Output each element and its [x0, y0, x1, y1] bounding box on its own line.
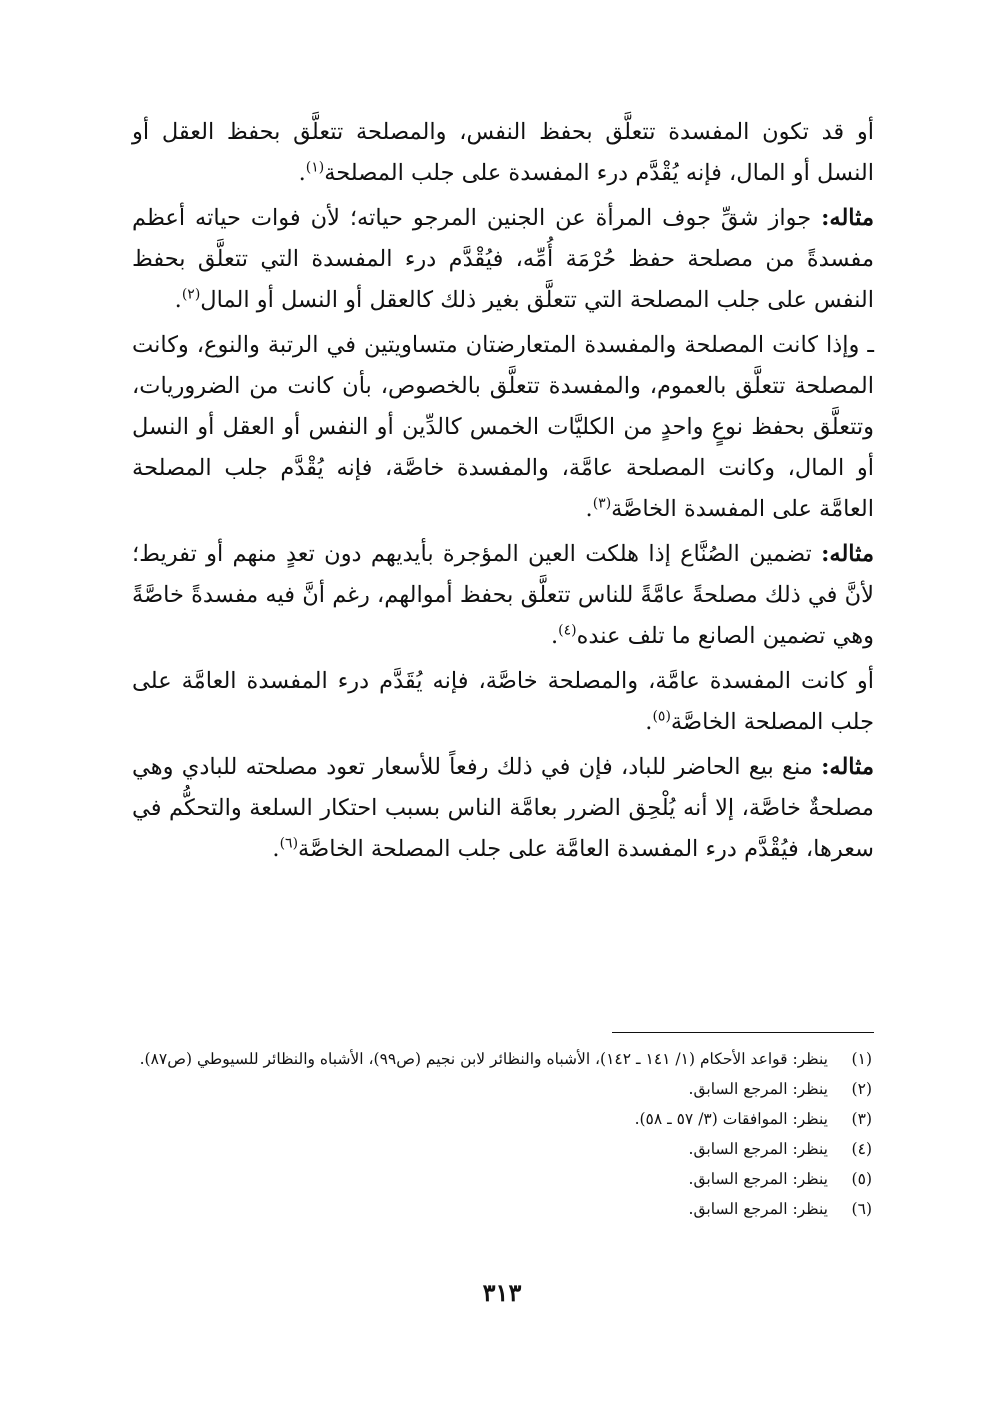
footnote-number: (٥) — [851, 1170, 872, 1188]
footnote-item — [132, 1044, 874, 1074]
paragraph-1 — [132, 112, 874, 194]
paragraph-text: تضمين الصُنَّاع إذا هلكت العين المؤجرة بأيديهم دون تعدٍ منهم أو تفريط؛ لأنَّ في ذلك مصلحةً عامَّةً للناس تتعلَّق بحفظ أموالهم، رغم أنَّ فيه مفسدةً خاصَّةً وهي تضمين الصانع ما تلف عنده — [132, 541, 874, 649]
paragraph-end: . — [550, 623, 559, 649]
footnote-text: ينظر: قواعد الأحكام (١/ ١٤١ ـ ١٤٢)، الأشباه والنظائر لابن نجيم (ص٩٩)، الأشباه والنظائر للسيوطي (ص٨٧). — [139, 1050, 828, 1068]
footnote-number: (٣) — [851, 1110, 872, 1128]
footnotes — [132, 1044, 874, 1224]
paragraph-end: . — [645, 709, 653, 735]
example-label: مثاله: — [821, 205, 874, 231]
footnote-item — [132, 1104, 874, 1134]
paragraph-end: . — [174, 287, 182, 313]
example-label: مثاله: — [821, 754, 874, 780]
paragraph-end: . — [298, 160, 306, 186]
footnote-text: ينظر: المرجع السابق. — [688, 1200, 828, 1218]
footnote-ref-1: (١) — [305, 159, 325, 176]
paragraph-text: جواز شقِّ جوف المرأة عن الجنين المرجو حياته؛ لأن فوات حياته أعظم مفسدةً من مصلحة حفظ حُرْمَة أُمِّه، فيُقْدَّم درء المفسدة التي تتعلَّق بحفظ النفس على جلب المصلحة التي تتعلَّق بغير ذلك كالعقل أو النسل أو المال — [132, 205, 874, 313]
footnote-ref-5: (٥) — [652, 708, 671, 725]
footnote-item — [132, 1134, 874, 1164]
footnote-ref-3: (٣) — [592, 495, 612, 512]
footnote-text: ينظر: المرجع السابق. — [688, 1140, 828, 1158]
paragraph-5 — [132, 661, 874, 743]
footnote-item — [132, 1074, 874, 1104]
page-number: ٣١٣ — [482, 1278, 522, 1307]
paragraph-3 — [132, 325, 874, 530]
footnote-number: (٦) — [851, 1200, 872, 1218]
paragraph-end: . — [272, 836, 280, 862]
paragraph-end: . — [585, 496, 593, 522]
page-body — [132, 112, 874, 874]
footnote-ref-6: (٦) — [279, 835, 299, 852]
footnote-item — [132, 1164, 874, 1194]
footnote-ref-2: (٢) — [181, 286, 201, 303]
footnote-text: ينظر: المرجع السابق. — [688, 1080, 828, 1098]
footnote-number: (١) — [851, 1050, 872, 1068]
paragraph-text: ـ وإذا كانت المصلحة والمفسدة المتعارضتان متساويتين في الرتبة والنوع، وكانت المصلحة تتعلَّق بالعموم، والمفسدة تتعلَّق بالخصوص، بأن كانت من الضروريات، وتتعلَّق بحفظ نوعٍ واحدٍ من الكليَّات الخمس كالدِّين أو النفس أو العقل أو النسل أو المال، وكانت المصلحة عامَّة، والمفسدة خاصَّة، فإنه يُقْدَّم جلب المصلحة العامَّة على المفسدة الخاصَّة — [132, 332, 874, 522]
paragraph-6 — [132, 747, 874, 870]
footnote-number: (٤) — [851, 1140, 872, 1158]
paragraph-text: أو قد تكون المفسدة تتعلَّق بحفظ النفس، والمصلحة تتعلَّق بحفظ العقل أو النسل أو المال، فإنه يُقْدَّم درء المفسدة على جلب المصلحة — [132, 119, 874, 186]
paragraph-2 — [132, 198, 874, 321]
footnote-item — [132, 1194, 874, 1224]
paragraph-text: منع بيع الحاضر للباد، فإن في ذلك رفعاً للأسعار تعود مصلحته للبادي وهي مصلحةٌ خاصَّة، إلا أنه يُلْحِق الضرر بعامَّة الناس بسبب احتكار السلعة والتحكُّم في سعرها، فيُقْدَّم درء المفسدة العامَّة على جلب المصلحة الخاصَّة — [132, 754, 874, 862]
footnote-ref-4: (٤) — [558, 622, 577, 639]
footnote-text: ينظر: المرجع السابق. — [688, 1170, 828, 1188]
paragraph-4 — [132, 534, 874, 657]
paragraph-text: أو كانت المفسدة عامَّة، والمصلحة خاصَّة، فإنه يُقَدَّم درء المفسدة العامَّة على جلب المصلحة الخاصَّة — [132, 668, 874, 735]
footnote-number: (٢) — [851, 1080, 872, 1098]
footnote-divider — [612, 1032, 874, 1033]
footnote-text: ينظر: الموافقات (٣/ ٥٧ ـ ٥٨). — [634, 1110, 828, 1128]
example-label: مثاله: — [821, 541, 874, 567]
